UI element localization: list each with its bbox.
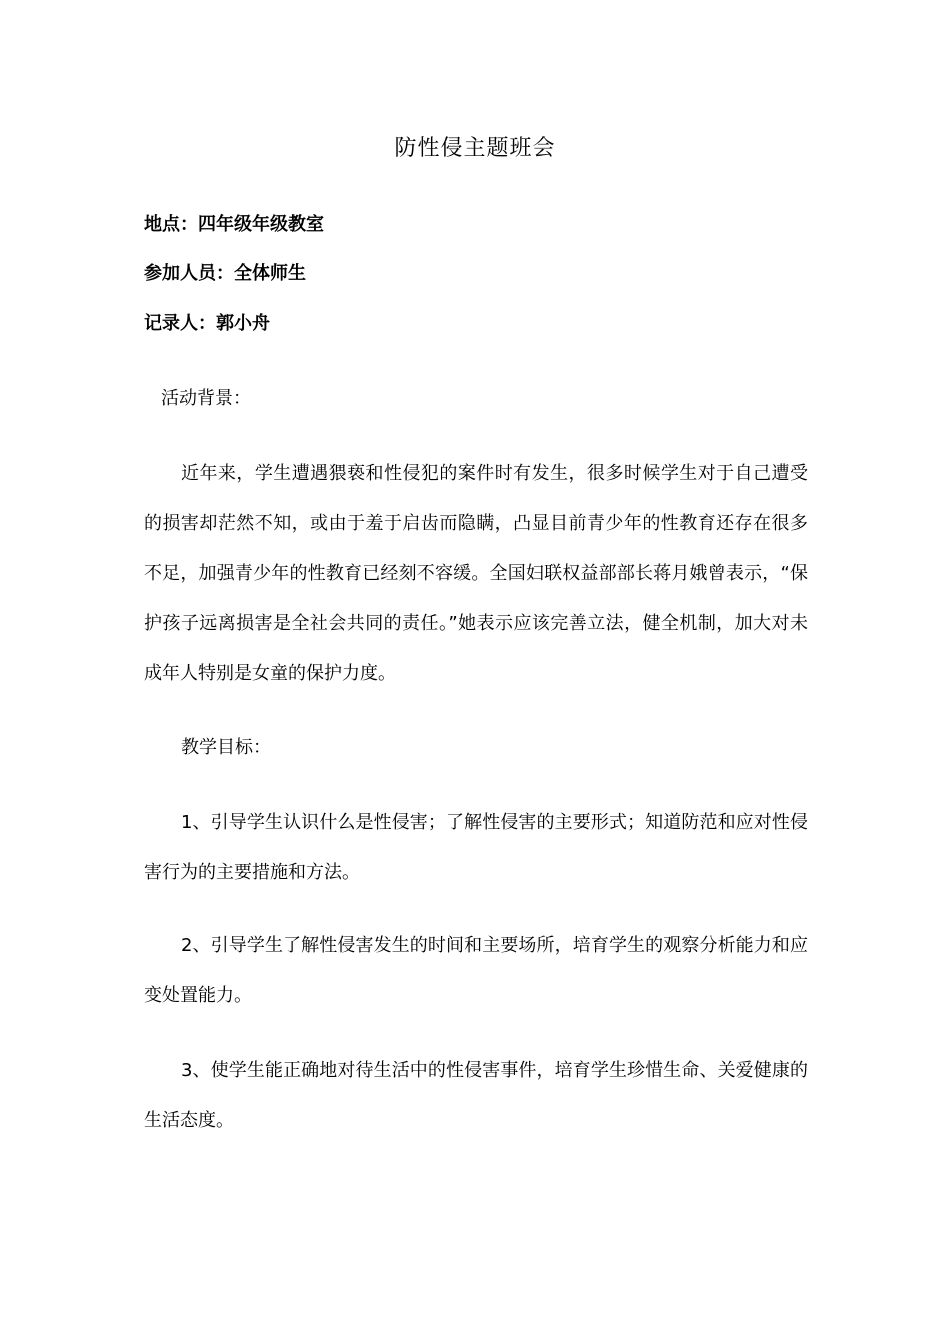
document-title: 防性侵主题班会 [394,136,556,161]
background-heading: 活动背景： [161,388,251,409]
goal-item-2: 2、引导学生了解性侵害发生的时间和主要场所，培育学生的观察分析能力和应变处置能力。 [144,935,808,1006]
meeting-location: 地点：四年级年级教室 [144,214,324,235]
meeting-participants: 参加人员：全体师生 [144,263,306,284]
background-paragraph: 近年来，学生遭遇猥亵和性侵犯的案件时有发生，很多时候学生对于自己遭受的损害却茫然不知，或由于羞于启齿而隐瞒，凸显目前青少年的性教育还存在很多不足，加强青少年的性教育已经刻不容缓。全国妇联权益部部长蒋月娥曾表示，“保护孩子远离损害是全社会共同的责任。”她表示应该完善立法，健全机制，加大对未成年人特别是女童的保护力度。 [144,463,808,684]
goal-item-3: 3、使学生能正确地对待生活中的性侵害事件，培育学生珍惜生命、关爱健康的生活态度。 [144,1060,808,1131]
goals-heading: 教学目标： [181,737,271,758]
goal-item-1: 1、引导学生认识什么是性侵害；了解性侵害的主要形式；知道防范和应对性侵害行为的主要措施和方法。 [144,812,808,883]
meeting-recorder: 记录人：郭小舟 [144,313,270,334]
